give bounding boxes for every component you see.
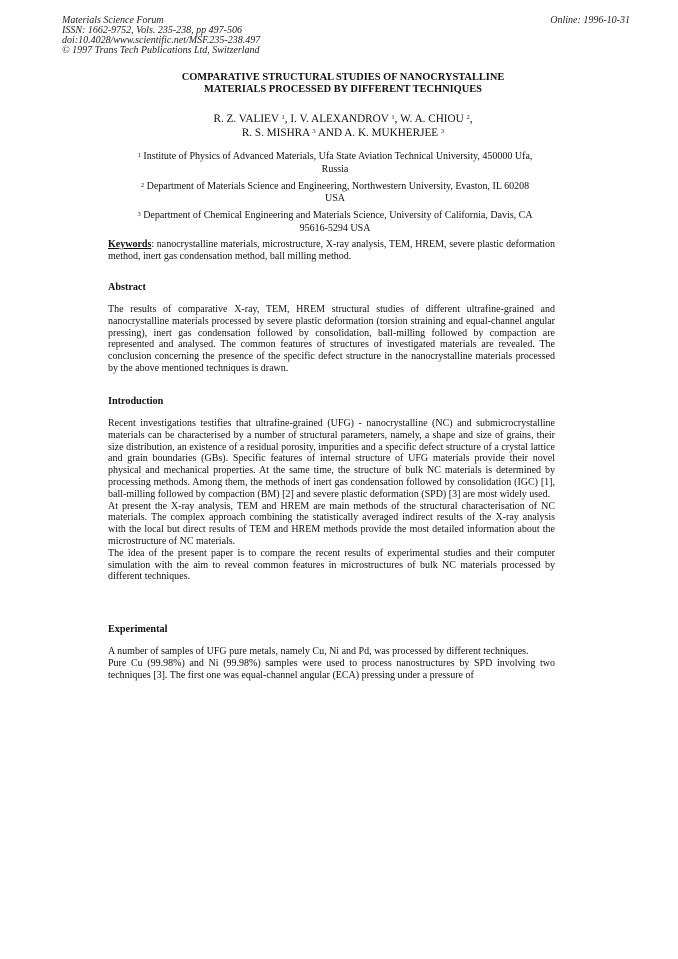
online-date: Online: 1996-10-31: [550, 15, 630, 26]
affiliations: [112, 151, 558, 240]
doi-line: doi:10.4028/www.scientific.net/MSF.235-238.497: [62, 35, 261, 46]
title-line-2: MATERIALS PROCESSED BY DIFFERENT TECHNIQUES: [204, 84, 482, 95]
author-name: R. Z. VALIEV: [213, 113, 279, 125]
intro-paragraph-3: The idea of the present paper is to compare the recent results of experimental studies and their computer simulation with the aim to reveal common features in microstructures of bulk NC materials processed by different techniques.: [108, 547, 555, 583]
affil-text: Department of Chemical Engineering and Materials Science, University of California, Davis, CA: [143, 210, 533, 222]
authors-line-1: R. Z. VALIEV $^1$, I. V. ALEXANDROV $^1$, W. A. CHIOU $^2$,: [213, 113, 473, 125]
introduction-heading: Introduction: [108, 396, 164, 407]
affil-text-cont: Russia: [321, 163, 349, 175]
issn-line: ISSN: 1662-9752, Vols. 235-238, pp 497-506: [62, 25, 242, 36]
affiliation-2: [112, 181, 558, 206]
author-name: R. S. MISHRA: [241, 127, 310, 139]
abstract-heading: Abstract: [108, 282, 146, 293]
title-line-1: COMPARATIVE STRUCTURAL STUDIES OF NANOCRYSTALLINE: [181, 72, 505, 83]
journal-header: [62, 16, 260, 56]
abstract-text: The results of comparative X-ray, TEM, HREM structural studies of different ultrafine-grained and nanocrystalline materials processed by severe plastic deformation (torsion straining and equal-channel angular pressing), inert gas condensation followed by consolidation, ball-milling followed by compaction are represented and analysed. The common features of structures of investigated materials are revealed. The conclusion concerning the presence of the specific defect structure in the nanocrystalline materials processed by the above mentioned techniques is drawn.: [108, 304, 555, 374]
author-name: I. V. ALEXANDROV: [290, 113, 389, 125]
keywords-text: : nanocrystalline materials, microstructure, X-ray analysis, TEM, HREM, severe plastic deformation method, inert gas condensation method, ball milling method.: [108, 239, 555, 262]
copyright-line: © 1997 Trans Tech Publications Ltd, Switzerland: [62, 45, 260, 56]
paper-title: [108, 72, 578, 96]
exp-paragraph-2: Pure Cu (99.98%) and Ni (99.98%) samples were used to process nanostructures by SPD involving two techniques [3]. The first one was equal-channel angular (ECA) pressing under a pressure of: [108, 657, 555, 681]
author-affil-mark: 3: [312, 128, 316, 135]
affil-number: 1: [137, 152, 141, 159]
affil-text: Institute of Physics of Advanced Materials, Ufa State Aviation Technical University, 450000 Ufa,: [143, 151, 533, 162]
affil-text-cont: USA: [324, 193, 345, 205]
affil-number: 3: [137, 211, 141, 219]
exp-paragraph-1: A number of samples of UFG pure metals, namely Cu, Ni and Pd, was processed by different techniques.: [108, 646, 529, 657]
author-affil-mark: 2: [466, 114, 470, 121]
author-affil-mark: 3: [440, 128, 445, 135]
author-list: [108, 112, 578, 140]
affil-text-cont: 95616-5294 USA: [299, 222, 371, 234]
affil-text: Department of Materials Science and Engineering, Northwestern University, Evaston, IL 60208: [146, 180, 530, 192]
author-affil-mark: 1: [281, 114, 285, 121]
experimental-heading: Experimental: [108, 624, 168, 635]
affil-number: 2: [140, 181, 145, 189]
intro-paragraph-2: At present the X-ray analysis, TEM and HREM are main methods of the structural characterisation of NC materials. The complex approach combining the statistically averaged indirect results of the X-ray analysis with the local but direct results of TEM and HREM methods provide the most detailed information about the microstructure of NC materials.: [108, 500, 555, 547]
introduction-body: [108, 418, 555, 583]
affiliation-1: [112, 151, 558, 176]
author-affil-mark: 1: [391, 114, 395, 121]
authors-line-2: [108, 126, 578, 140]
author-conjunction: AND: [317, 127, 343, 139]
journal-name: Materials Science Forum: [62, 15, 164, 26]
keywords-block: [108, 239, 555, 263]
author-name: W. A. CHIOU: [400, 113, 464, 125]
affiliation-3: [112, 210, 558, 235]
keywords-label: Keywords: [108, 239, 152, 250]
author-name: A. K. MUKHERJEE: [344, 127, 439, 139]
intro-paragraph-1: Recent investigations testifies that ultrafine-grained (UFG) - nanocrystalline (NC) and submicrocrystalline materials can be characterised by a number of structural parameters, namely, a shape and size of grains, their size distribution, an existence of a residual porosity, impurities and a specific defect structure of a crystal lattice and grain boundaries (GBs). Specific features of internal structure of UFG materials provide their novel physical and mechanical properties. At the same time, the structure of bulk NC materials is determined by processing methods. Among them, the methods of inert gas condensation followed by consolidation (IGC) [1], ball-milling followed by compaction (BM) [2] and severe plastic deformation (SPD) [3] are most widely used.: [108, 418, 555, 500]
experimental-body: [108, 646, 555, 681]
